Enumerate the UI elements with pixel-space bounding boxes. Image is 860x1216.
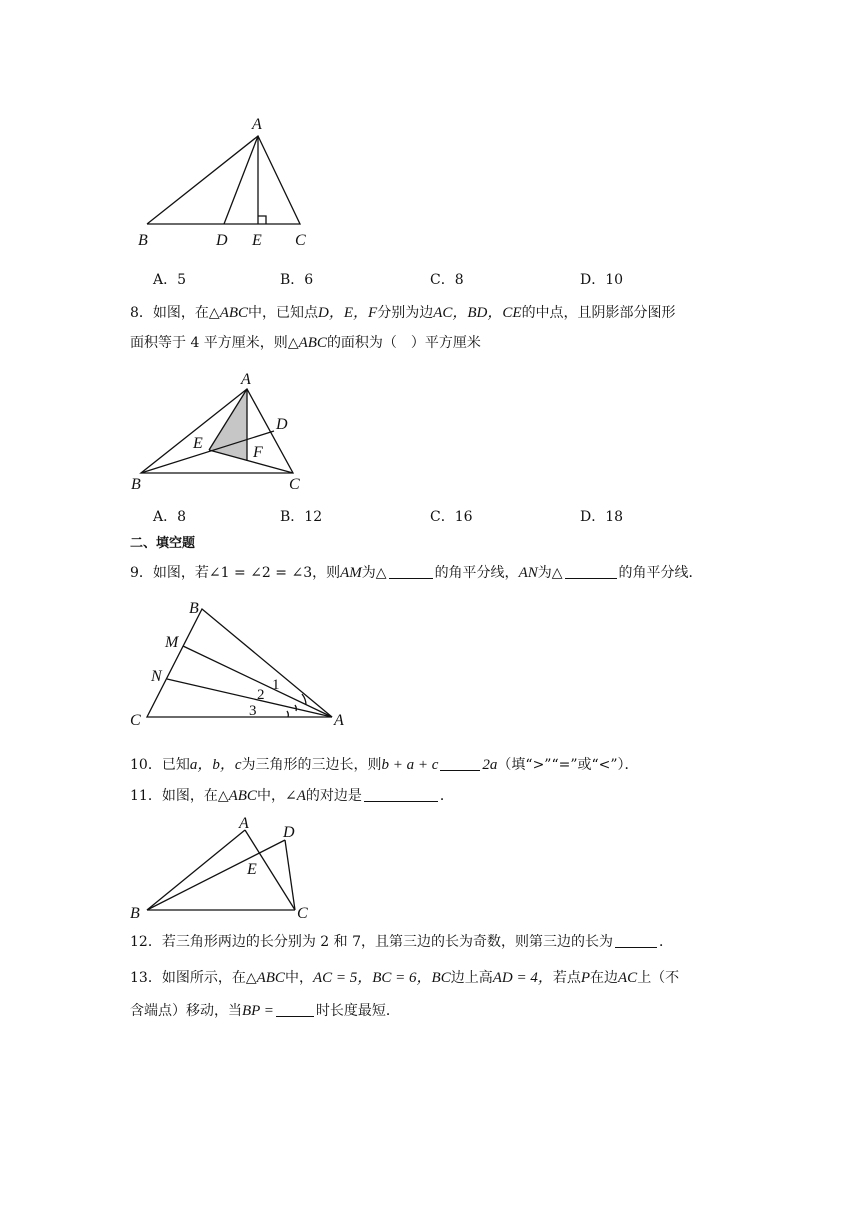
q8-line-2: 面积等于 4 平方厘米，则△ABC的面积为（ ）平方厘米: [130, 335, 481, 351]
q12-blank[interactable]: [615, 933, 657, 948]
q9-segment-am: [183, 646, 332, 717]
q9-line: 9．如图，若∠1 = ∠2 = ∠3，则AM为△ 的角平分线，AN为△ 的角平分线．: [130, 565, 703, 581]
q8-label-a: A: [241, 371, 251, 388]
q8-option-a[interactable]: A．8: [153, 509, 187, 525]
q7-label-d: D: [216, 232, 228, 249]
q7-option-d[interactable]: D．10: [580, 272, 624, 288]
q8-label-b: B: [131, 476, 141, 493]
q9-label-c: C: [130, 712, 141, 729]
q11-label-e: E: [247, 861, 257, 878]
section-title-fill-blank: 二、填空题: [130, 536, 196, 551]
q9-label-m: M: [165, 634, 179, 651]
q7-option-b[interactable]: B．6: [280, 272, 314, 288]
q8-option-b[interactable]: B．12: [280, 509, 323, 525]
q7-label-e: E: [252, 232, 262, 249]
q8-option-d[interactable]: D．18: [580, 509, 624, 525]
q8-line-1: 8．如图，在△ABC中，已知点D，E，F分别为边AC，BD，CE的中点，且阴影部分图形: [130, 305, 676, 321]
q11-line: 11．如图，在△ABC中，∠A的对边是 ．: [130, 788, 454, 804]
q9-figure: [125, 595, 355, 735]
q8-segment-ce: [209, 450, 293, 473]
q13-line-1: 13．如图所示，在△ABC中，AC = 5，BC = 6，BC边上高AD = 4，若点P在边AC上（不: [130, 970, 680, 986]
q11-segment-dc: [285, 840, 295, 910]
q7-option-a[interactable]: A．5: [153, 272, 187, 288]
q9-angle-2: 2: [257, 687, 265, 703]
q11-figure: [125, 812, 325, 927]
q9-label-a: A: [334, 712, 344, 729]
q13-line-2: 含端点）移动，当BP = 时长度最短．: [130, 1003, 400, 1019]
q9-arc-3: [287, 711, 288, 717]
q9-angle-1: 1: [272, 677, 280, 693]
q8-triangle: [141, 389, 293, 473]
q9-triangle: [147, 609, 332, 717]
q7-option-c[interactable]: C．8: [430, 272, 464, 288]
q8-label-d: D: [276, 416, 288, 433]
q11-label-a: A: [239, 815, 249, 832]
q11-label-b: B: [130, 905, 140, 922]
q11-blank[interactable]: [364, 787, 438, 802]
q11-label-d: D: [283, 824, 295, 841]
q9-angle-3: 3: [249, 703, 257, 719]
q9-blank-2[interactable]: [565, 564, 617, 579]
q7-triangle: [147, 136, 300, 224]
q9-blank-1[interactable]: [389, 564, 433, 579]
q7-right-angle-mark: [258, 216, 266, 224]
q8-figure: [125, 365, 315, 495]
q7-figure: [130, 110, 330, 255]
q13-blank[interactable]: [276, 1002, 314, 1017]
q9-label-n: N: [151, 668, 162, 685]
q11-label-c: C: [297, 905, 308, 922]
q8-label-e: E: [193, 435, 203, 452]
q10-line: 10．已知a，b，c为三角形的三边长，则b + a + c 2a（填“>”“=”或“<”）．: [130, 757, 639, 773]
q7-label-b: B: [138, 232, 148, 249]
q10-blank[interactable]: [440, 756, 480, 771]
q11-segment-ba: [147, 830, 245, 910]
q9-label-b: B: [189, 600, 199, 617]
q7-label-c: C: [295, 232, 306, 249]
q8-label-f: F: [253, 444, 263, 461]
q8-label-c: C: [289, 476, 300, 493]
q12-line: 12．若三角形两边的长分别为 2 和 7，且第三边的长为奇数，则第三边的长为 ．: [130, 934, 673, 950]
q11-segment-bd: [147, 840, 285, 910]
q8-option-c[interactable]: C．16: [430, 509, 473, 525]
q7-label-a: A: [252, 116, 262, 133]
